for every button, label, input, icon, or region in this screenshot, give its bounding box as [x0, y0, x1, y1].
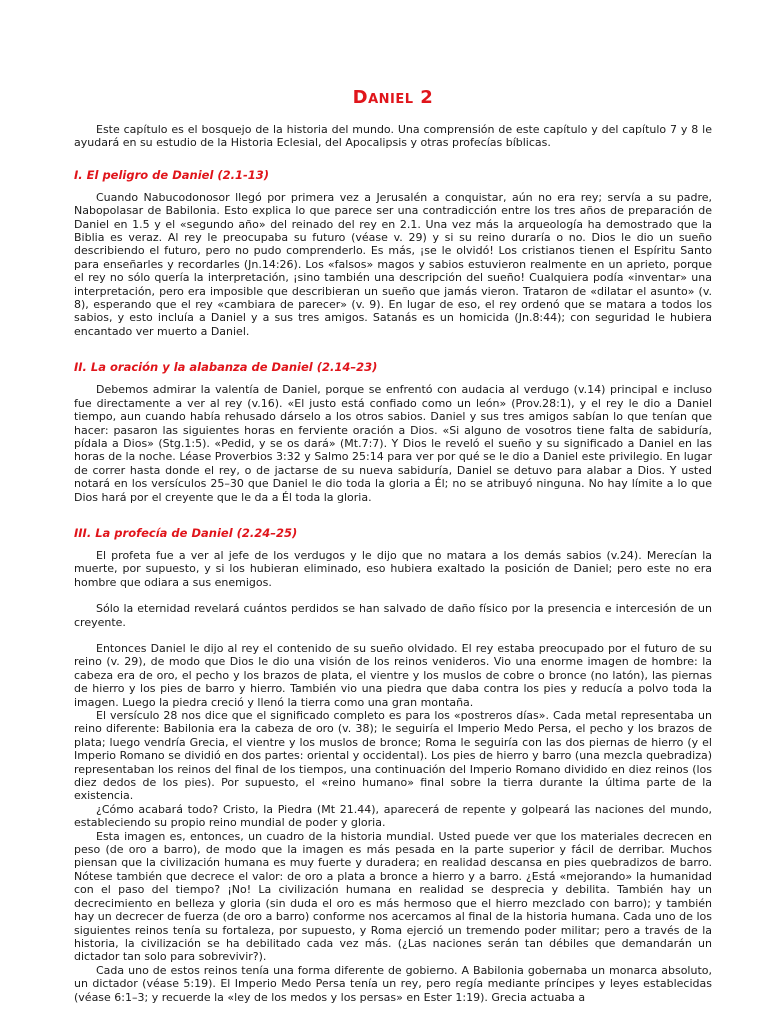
page-title: Daniel 2	[352, 87, 434, 108]
section-heading-3: III. La profecía de Daniel (2.24–25)	[74, 525, 298, 540]
section-3-paragraph-5: ¿Cómo acabará todo? Cristo, la Piedra (Mt 21.44), aparecerá de repente y golpeará las naciones del mundo, estableciendo su propio reino mundial de poder y gloria.	[74, 802, 712, 830]
section-3-paragraph-1: El profeta fue a ver al jefe de los verdugos y le dijo que no matara a los demás sabios (v.24). Merecían la muerte, por supuesto, y si los hubieran eliminado, eso hubiera exaltado la posición de Daniel; pero este no era hombre que odiara a sus enemigos.	[74, 548, 712, 589]
section-3-paragraph-4: El versículo 28 nos dice que el significado completo es para los «postreros días». Cada metal representaba un reino diferente: Babilonia era la cabeza de oro (v. 38); le seguiría el Imperio Medo Persa, el pecho y los brazos de plata; luego vendría Grecia, el vientre y los muslos de bronce; Roma le seguiría con las dos piernas de hierro (y el Imperio Romano se dividió en dos partes: oriental y occidental). Los pies de hierro y barro (una mezcla quebradiza) representaban los reinos del final de los tiempos, una continuación del Imperio Romano dividido en diez reinos (los diez dedos de los pies). Por supuesto, el «reino humano» final sobre la tierra durante la última parte de la existencia.	[74, 709, 712, 803]
section-heading-2: II. La oración y la alabanza de Daniel (2.14–23)	[74, 360, 378, 375]
section-2-paragraph-1: Debemos admirar la valentía de Daniel, porque se enfrentó con audacia al verdugo (v.14) principal e incluso fue directamente a ver al rey (v.16). «El justo está confiado como un león» (Prov.28:1), y el rey le dio a Daniel tiempo, aun cuando había rehusado dárselo a los otros sabios. Daniel y sus tres amigos sabían lo que tenían que hacer: pasaron las siguientes horas en ferviente oración a Dios. «Si alguno de vosotros tiene falta de sabiduría, pídala a Dios» (Stg.1:5). «Pedid, y se os dará» (Mt.7:7). Y Dios le reveló el sueño y su significado a Daniel en las horas de la noche. Léase Proverbios 3:32 y Salmo 25:14 para ver por qué se le dio a Daniel este privilegio. En lugar de correr hasta donde el rey, o de jactarse de su nueva sabiduría, Daniel se detuvo para alabar a Dios. Y usted notará en los versículos 25–30 que Daniel le dio toda la gloria a Él; no se atribuyó ninguna. No hay límite a lo que Dios hará por el creyente que le da a Él toda la gloria.	[74, 383, 712, 504]
section-1-paragraph-1: Cuando Nabucodonosor llegó por primera vez a Jerusalén a conquistar, aún no era rey; servía a su padre, Nabopolasar de Babilonia. Esto explica lo que parece ser una contradicción entre los tres años de preparación de Daniel en 1.5 y el «segundo año» del reinado del rey en 2.1. Una vez más la arqueología ha demostrado que la Biblia es veraz. Al rey le preocupaba su futuro (véase v. 29) y si su reino duraría o no. Dios le dio un sueño describiendo el futuro, pero no pudo comprenderlo. Es más, ¡se le olvidó! Los cristianos tienen el Espíritu Santo para enseñarles y recordarles (Jn.14:26). Los «falsos» magos y sabios estuvieron realmente en un aprieto, porque el rey no sólo quería la interpretación, ¡sino también una descripción del sueño! Cualquiera podía «inventar» una interpretación, pero era imposible que describieran un sueño que jamás vieron. Trataron de «dilatar el asunto» (v. 8), esperando que el rey «cambiara de parecer» (v. 9). En lugar de eso, el rey ordenó que se matara a todos los sabios, y esto incluía a Daniel y a sus tres amigos. Satanás es un homicida (Jn.8:44); con seguridad le hubiera encantado ver muerto a Daniel.	[74, 190, 712, 338]
section-3-paragraph-7: Cada uno de estos reinos tenía una forma diferente de gobierno. A Babilonia gobernaba un monarca absoluto, un dictador (véase 5:19). El Imperio Medo Persa tenía un rey, pero regía mediante príncipes y leyes establecidas (véase 6:1–3; y recuerde la «ley de los medos y los persas» en Ester 1:19). Grecia actuaba a	[74, 963, 712, 1004]
section-3-paragraph-2: Sólo la eternidad revelará cuántos perdidos se han salvado de daño físico por la presencia e intercesión de un creyente.	[74, 602, 712, 629]
section-3-paragraph-6: Esta imagen es, entonces, un cuadro de la historia mundial. Usted puede ver que los materiales decrecen en peso (de oro a barro), de modo que la imagen es más pesada en la parte superior y fácil de derribar. Muchos piensan que la civilización humana es muy fuerte y duradera; en realidad descansa en pies quebradizos de barro. Nótese también que decrece el valor: de oro a plata a bronce a hierro y a barro. ¿Está «mejorando» la humanidad con el paso del tiempo? ¡No! La civilización humana en realidad se desprecia y debilita. También hay un decrecimiento en belleza y gloria (sin duda el oro es más hermoso que el hierro mezclado con barro); y también hay un decrecer de fuerza (de oro a barro) conforme nos acercamos al final de la historia humana. Cada uno de los siguientes reinos tenía su fortaleza, por supuesto, y Roma ejerció un tremendo poder militar; pero a través de la historia, la civilización se ha debilitado cada vez más. (¿Las naciones serán tan débiles que demandarán un dictador tan solo para sobrevivir?).	[74, 829, 712, 964]
section-3-paragraph-3: Entonces Daniel le dijo al rey el contenido de su sueño olvidado. El rey estaba preocupado por el futuro de su reino (v. 29), de modo que Dios le dio una visión de los reinos venideros. Vio una enorme imagen de hombre: la cabeza era de oro, el pecho y los brazos de plata, el vientre y los muslos de cobre o bronce (no latón), las piernas de hierro y los pies de barro y hierro. También vio una piedra que daba contra los pies y reducía a polvo toda la imagen. Luego la piedra creció y llenó la tierra como una gran montaña.	[74, 641, 712, 709]
section-heading-1: I. El peligro de Daniel (2.1-13)	[74, 167, 270, 182]
intro-paragraph: Este capítulo es el bosquejo de la historia del mundo. Una comprensión de este capítulo y del capítulo 7 y 8 le ayudará en su estudio de la Historia Eclesial, del Apocalipsis y otras profecías bíblicas.	[74, 123, 712, 150]
